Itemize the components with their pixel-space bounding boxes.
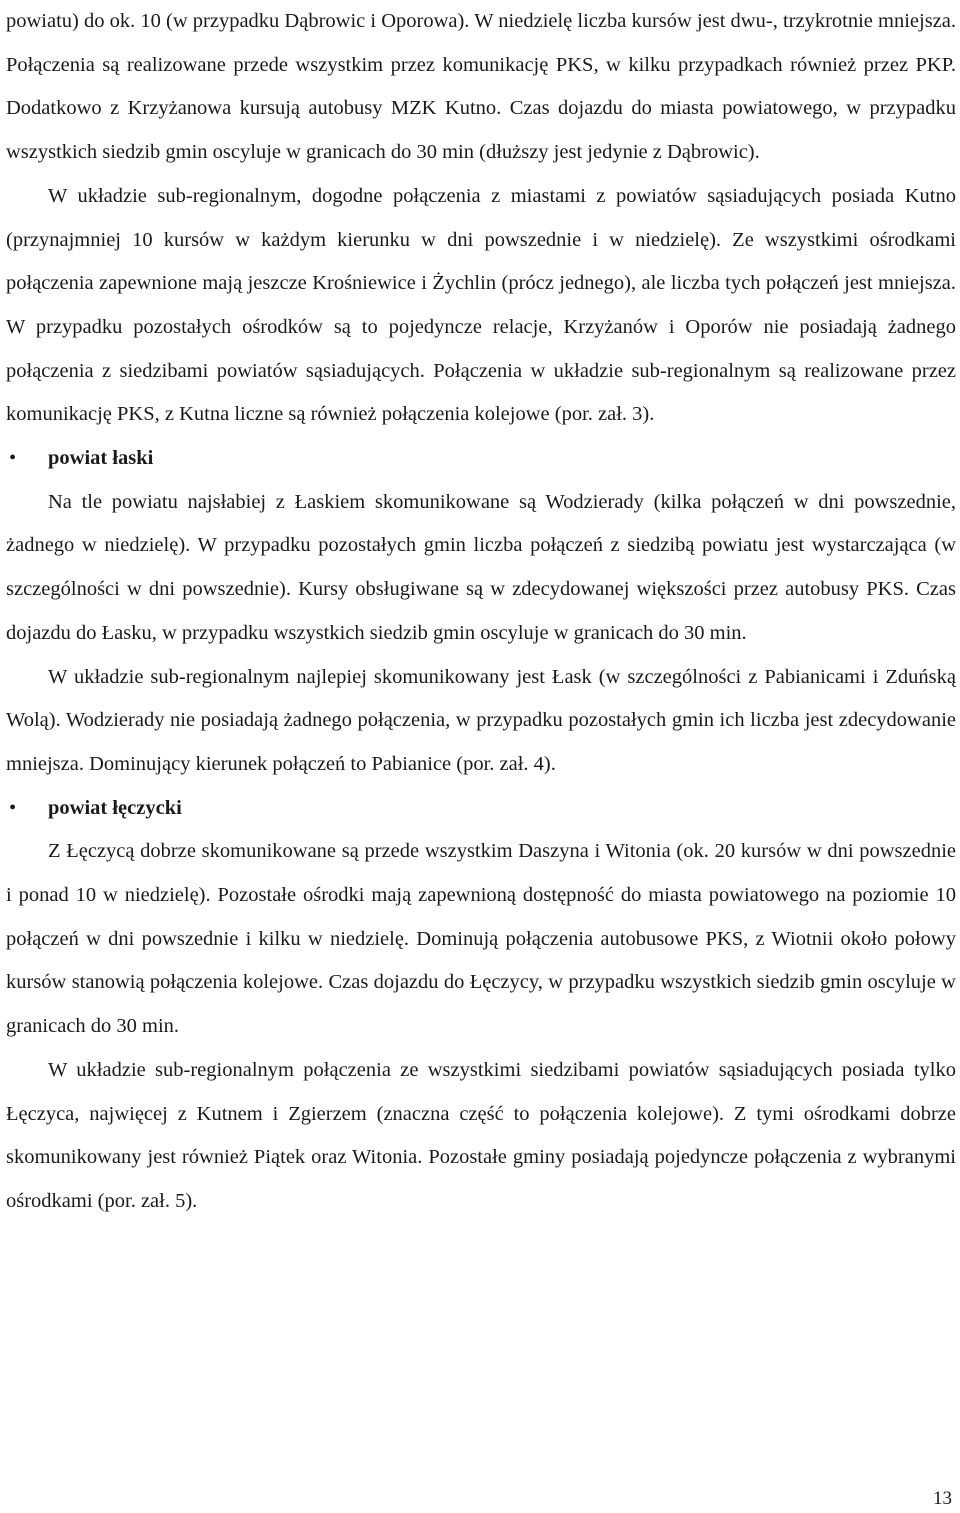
paragraph-leczyca-county: Z Łęczycą dobrze skomunikowane są przede wszystkim Daszyna i Witonia (ok. 20 kursów w dni powszednie i ponad 10 w niedzielę). Pozostałe ośrodki mają zapewnioną dostępność do miasta powiatowego na poziomie 10 połączeń w dni powszednie i kilku w niedzielę. Dominują połączenia autobusowe PKS, z Wiotnii około połowy kursów stanowią połączenia kolejowe. Czas dojazdu do Łęczycy, w przypadku wszystkich siedzib gmin oscyluje w granicach do 30 min. bbox=[6, 840, 956, 1038]
paragraph-kutno-subregional: W układzie sub-regionalnym, dogodne połączenia z miastami z powiatów sąsiadujących posiada Kutno (przynajmniej 10 kursów w każdym kierunku w dni powszednie i w niedzielę). Ze wszystkimi ośrodkami połączenia zapewnione mają jeszcze Krośniewice i Żychlin (prócz jednego), ale liczba tych połączeń jest mniejsza. W przypadku pozostałych ośrodków są to pojedyncze relacje, Krzyżanów i Oporów nie posiadają żadnego połączenia z siedzibami powiatów sąsiadujących. Połączenia w układzie sub-regionalnym są realizowane przez komunikację PKS, z Kutna liczne są również połączenia kolejowe (por. zał. 3). bbox=[6, 184, 956, 426]
bullet-icon: • bbox=[9, 447, 17, 470]
paragraph-lask-subregional: W układzie sub-regionalnym najlepiej skomunikowany jest Łask (w szczególności z Pabianicami i Zduńską Wolą). Wodzierady nie posiadają żadnego połączenia, w przypadku pozostałych gmin ich liczba jest zdecydowanie mniejsza. Dominujący kierunek połączeń to Pabianice (por. zał. 4). bbox=[6, 665, 956, 775]
section-heading-powiat-leczycki bbox=[6, 787, 956, 831]
paragraph-lask-county: Na tle powiatu najsłabiej z Łaskiem skomunikowane są Wodzierady (kilka połączeń w dni powszednie, żadnego w niedzielę). W przypadku pozostałych gmin liczba połączeń z siedzibą powiatu jest wystarczająca (w szczególności w dni powszednie). Kursy obsługiwane są w zdecydowanej większości przez autobusy PKS. Czas dojazdu do Łasku, w przypadku wszystkich siedzib gmin oscyluje w granicach do 30 min. bbox=[6, 490, 956, 644]
section-heading-powiat-laski bbox=[6, 437, 956, 481]
paragraph-continuation: powiatu) do ok. 10 (w przypadku Dąbrowic i Oporowa). W niedzielę liczba kursów jest dwu-, trzykrotnie mniejsza. Połączenia są realizowane przede wszystkim przez komunikację PKS, w kilku przypadkach również przez PKP. Dodatkowo z Krzyżanowa kursują autobusy MZK Kutno. Czas dojazdu do miasta powiatowego, w przypadku wszystkich siedzib gmin oscyluje w granicach do 30 min (dłuższy jest jedynie z Dąbrowic). bbox=[6, 10, 956, 164]
paragraph-leczyca-subregional: W układzie sub-regionalnym połączenia ze wszystkimi siedzibami powiatów sąsiadujących posiada tylko Łęczyca, najwięcej z Kutnem i Zgierzem (znaczna część to połączenia kolejowe). Z tymi ośrodkami dobrze skomunikowany jest również Piątek oraz Witonia. Pozostałe gminy posiadają pojedyncze połączenia z wybranymi ośrodkami (por. zał. 5). bbox=[6, 1058, 956, 1212]
page-number: 13 bbox=[933, 1488, 952, 1509]
section-heading-label: powiat łaski bbox=[48, 447, 154, 470]
document-body bbox=[6, 0, 956, 1224]
bullet-icon: • bbox=[9, 796, 17, 819]
section-heading-label: powiat łęczycki bbox=[48, 796, 182, 819]
